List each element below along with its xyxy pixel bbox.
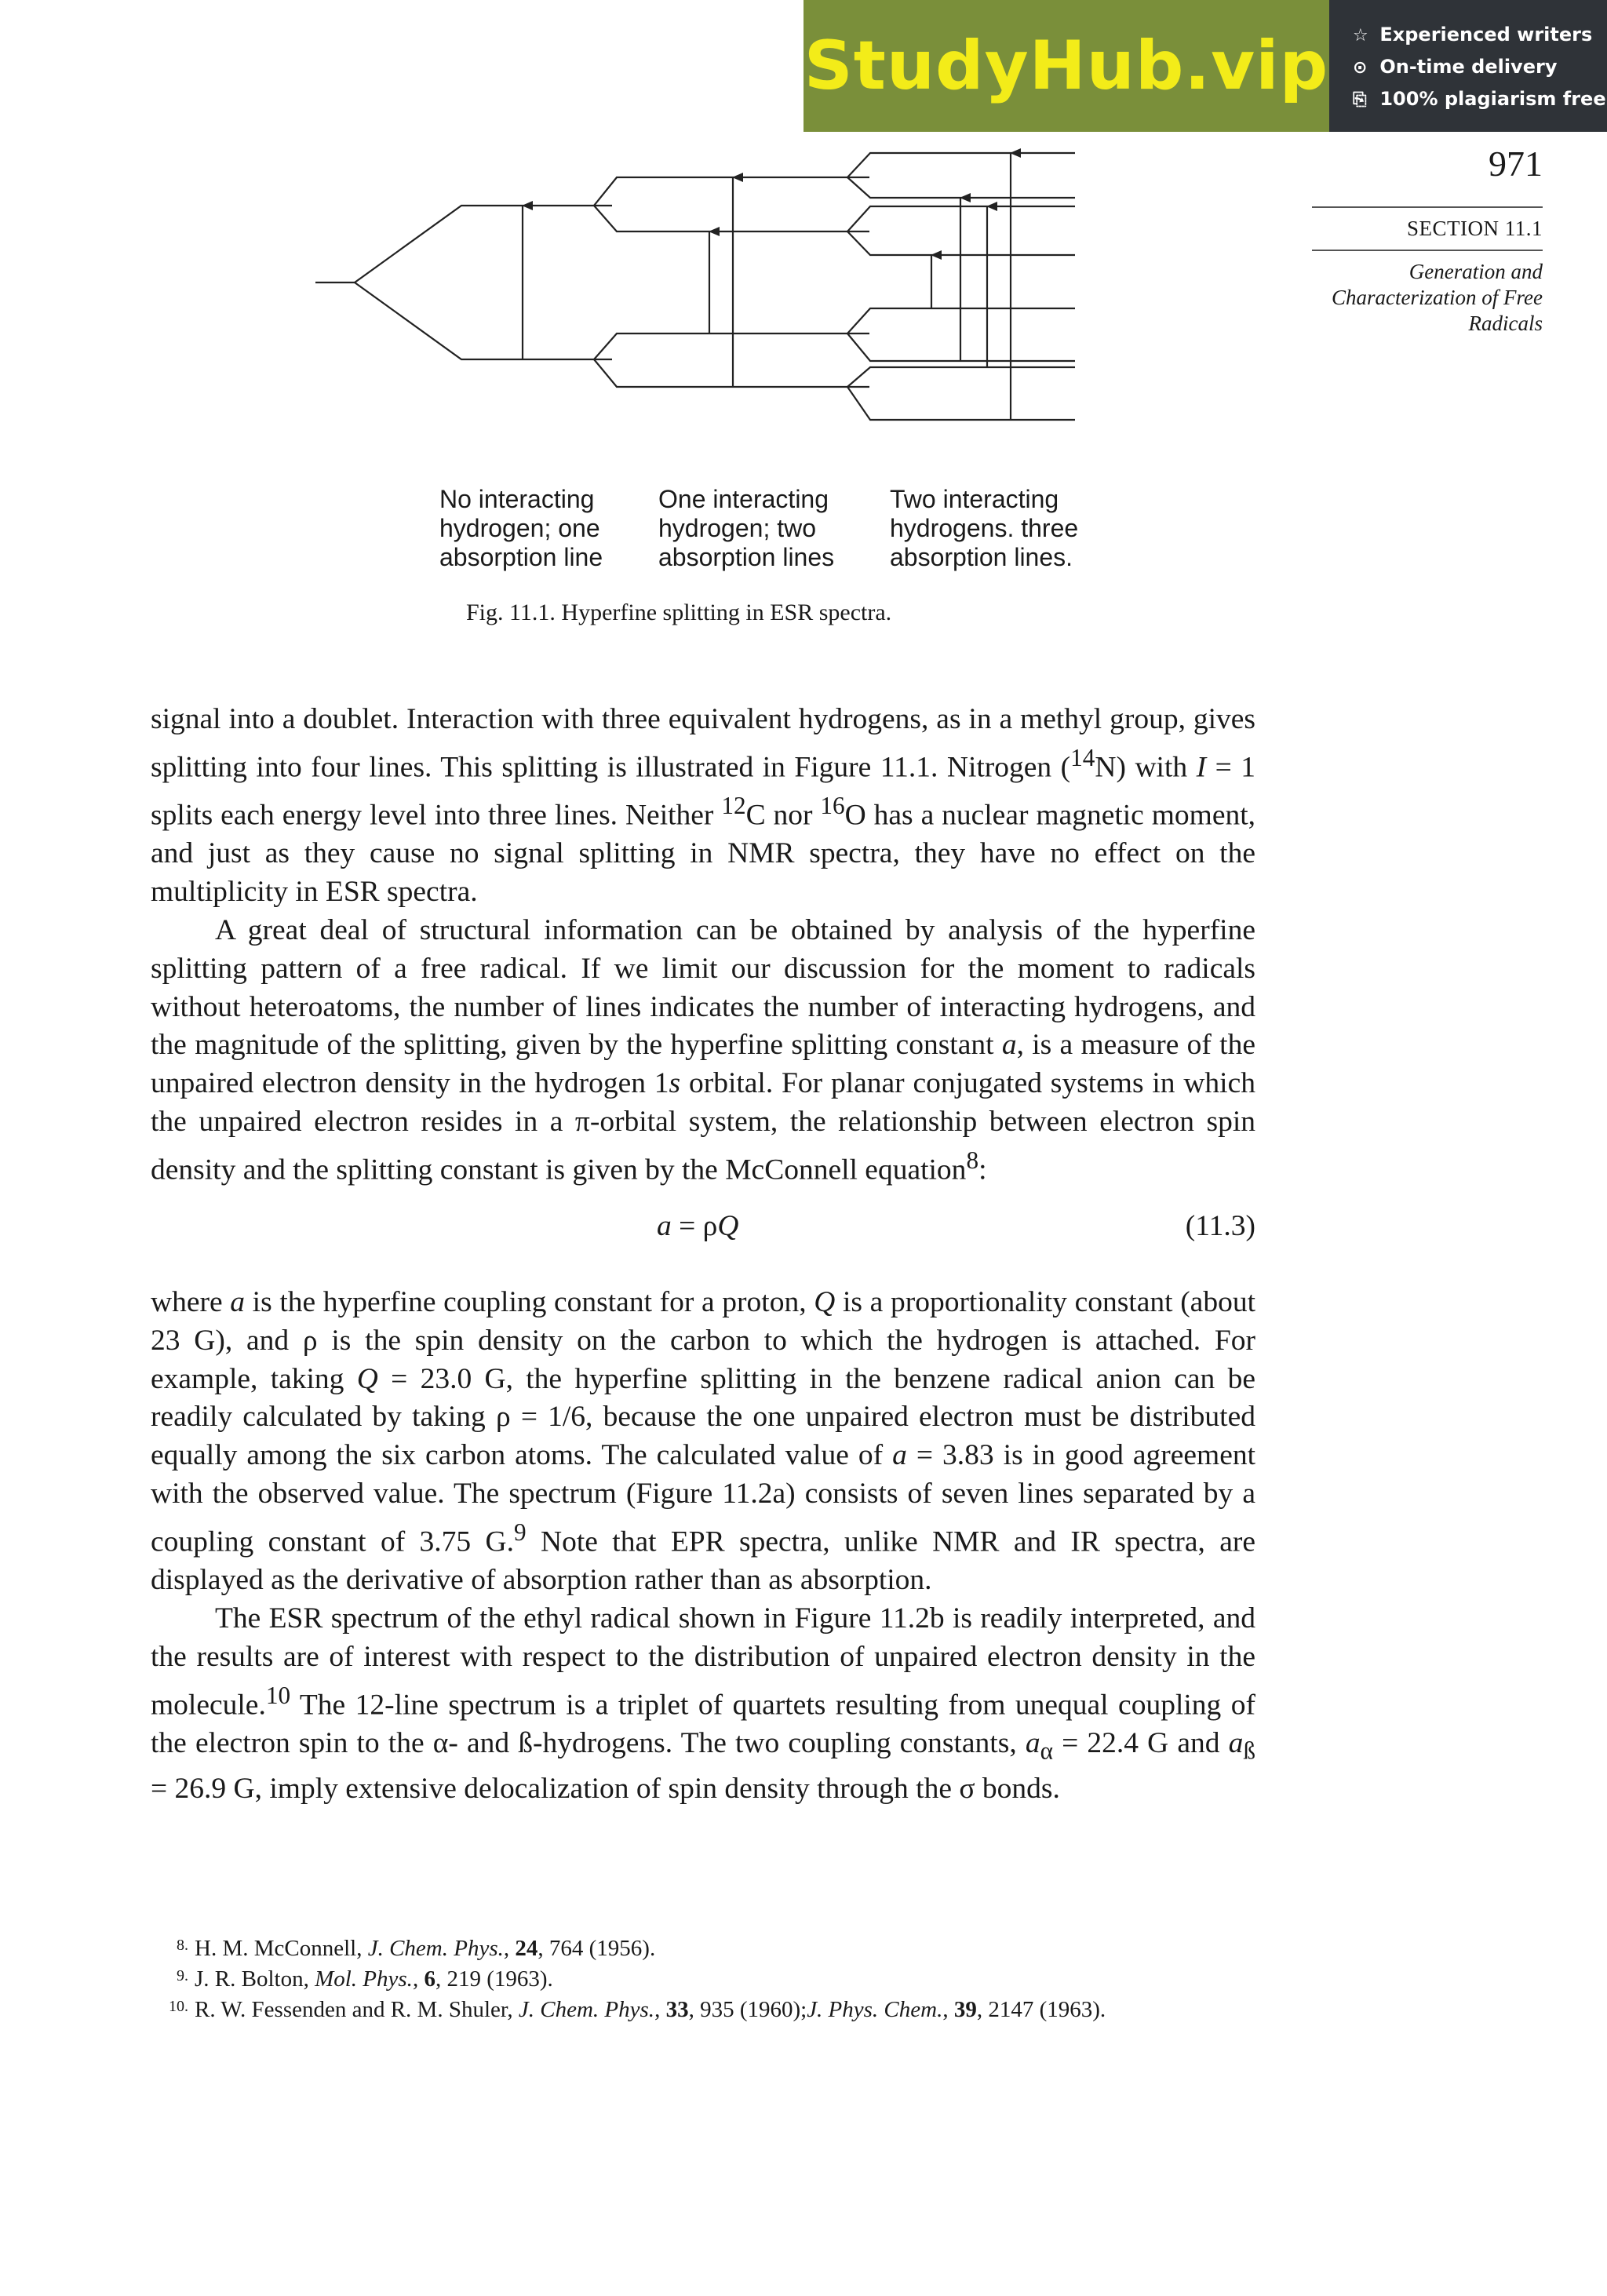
footnotes <box>157 1933 1334 2025</box>
energy-level-line <box>847 387 1075 420</box>
figure-label-line: No interacting <box>439 485 595 513</box>
energy-level-line <box>594 206 869 231</box>
page-number: 971 <box>1489 144 1543 184</box>
energy-level-line <box>315 206 612 282</box>
studyhub-logo[interactable] <box>804 0 1329 132</box>
paragraph: The ESR spectrum of the ethyl radical shown in Figure 11.2b is readily interpreted, and the results are of interest with respect to the distribution of unpaired electron density in the molecule.$^{10}$ The 12-line spectrum is a triplet of quartets resulting from unequal coupling of the electron spin to the α- and ß-hydrogens. The two coupling constants, $a_\alpha = 22.4$ G and $a_ß = 26.9$ G, imply extensive delocalization of spin density through the σ bonds. <box>151 1602 1255 1806</box>
feature-label: 100% plagiarism free <box>1379 88 1606 110</box>
clock-icon: ⊙ <box>1353 58 1368 78</box>
feature-item <box>1353 19 1607 51</box>
energy-level-line <box>847 153 1075 177</box>
banner-features <box>1329 0 1607 132</box>
figure-label-line: absorption lines. <box>890 543 1073 571</box>
equation-number: (11.3) <box>1185 1210 1255 1243</box>
figure-label-line: One interacting <box>658 485 829 513</box>
header-rule <box>1312 250 1543 251</box>
figure-label-one-hydrogen <box>658 485 894 572</box>
footnote-ref[interactable]: 10 <box>265 1681 291 1709</box>
paragraph: signal into a doublet. Interaction with three equivalent hydrogens, as in a methyl group, gives splitting into four lines. This splitting is illustrated in Figure 11.1. Nitrogen ($^{14}$N) with I = 1 splits each energy level into three lines. Neither $^{12}$C nor $^{16}$O has a nuclear magnetic moment, and just as they cause no signal splitting in NMR spectra, they have no effect on the multiplicity in ESR spectra. <box>151 703 1256 909</box>
figure-caption: Fig. 11.1. Hyperfine splitting in ESR spectra. <box>466 600 892 625</box>
logo-text: StudyHub.vip <box>804 27 1329 105</box>
equation-expression: a = ρQ <box>657 1210 739 1243</box>
feature-item <box>1353 51 1607 83</box>
energy-level-line <box>594 333 869 359</box>
star-icon: ☆ <box>1353 26 1368 46</box>
footnote-10: 10. R. W. Fessenden and R. M. Shuler, J. Chem. Phys., 33, 935 (1960);J. Phys. Chem., 39, 2147 (1963). <box>169 1997 1106 2022</box>
figure-label-two-hydrogens <box>890 485 1125 572</box>
ad-banner[interactable] <box>804 0 1607 132</box>
energy-level-line <box>847 177 1075 198</box>
feature-label: Experienced writers <box>1379 24 1593 46</box>
energy-level-line <box>355 282 612 359</box>
figure-label-no-hydrogen <box>439 485 675 572</box>
hyperfine-splitting-diagram <box>306 141 1106 432</box>
footnote-9: 9. J. R. Bolton, Mol. Phys., 6, 219 (1963). <box>177 1966 553 1992</box>
footnote-8: 8. H. M. McConnell, J. Chem. Phys., 24, 764 (1956). <box>177 1936 656 1961</box>
figure-label-line: absorption line <box>439 543 603 571</box>
body-text <box>151 701 1255 1809</box>
figure-label-line: hydrogen; two <box>658 514 817 542</box>
figure-label-line: absorption lines <box>658 543 835 571</box>
paragraph: where a is the hyperfine coupling constant for a proton, Q is a proportionality constant (about 23 G), and ρ is the spin density on the carbon to which the hydrogen is attached. For example, taking Q = 23.0 G, the hyperfine splitting in the benzene radical anion can be readily calculated by taking ρ = 1/6, because the one unpaired electron must be distributed equally among the six carbon atoms. The calculated value of a = 3.83 is in good agreement with the observed value. The spectrum (Figure 11.2a) consists of seven lines separated by a coupling constant of 3.75 G.$^9$ Note that EPR spectra, unlike NMR and IR spectra, are displayed as the derivative of absorption rather than as absorption. <box>151 1286 1256 1597</box>
figure-label-line: hydrogen; one <box>439 514 600 542</box>
copy-icon: ⎘ <box>1353 90 1367 110</box>
energy-level-line <box>847 367 1075 387</box>
feature-item <box>1353 83 1607 115</box>
section-title: Generation and Characterization of Free Radicals <box>1332 260 1543 335</box>
equation-11-3 <box>151 1208 1255 1284</box>
paragraph: A great deal of structural information can be obtained by analysis of the hyperfine splitting pattern of a free radical. If we limit our discussion for the moment to radicals without heteroatoms, the number of lines indicates the number of interacting hydrogens, and the magnitude of the splitting, given by the hyperfine splitting constant a, is a measure of the unpaired electron density in the hydrogen 1s orbital. For planar conjugated systems in which the unpaired electron resides in a π-orbital system, the relationship between electron spin density and the splitting constant is given by the McConnell equation$^8$: <box>151 913 1255 1186</box>
feature-label: On-time delivery <box>1379 56 1558 78</box>
header-rule <box>1312 206 1543 208</box>
energy-level-line <box>594 177 869 206</box>
energy-level-line <box>594 359 869 387</box>
footnote-ref[interactable]: 8 <box>966 1146 979 1174</box>
section-label: SECTION 11.1 <box>1407 217 1543 240</box>
figure-label-line: hydrogens. three <box>890 514 1079 542</box>
figure-label-line: Two interacting <box>890 485 1059 513</box>
footnote-ref[interactable]: 9 <box>514 1518 527 1546</box>
